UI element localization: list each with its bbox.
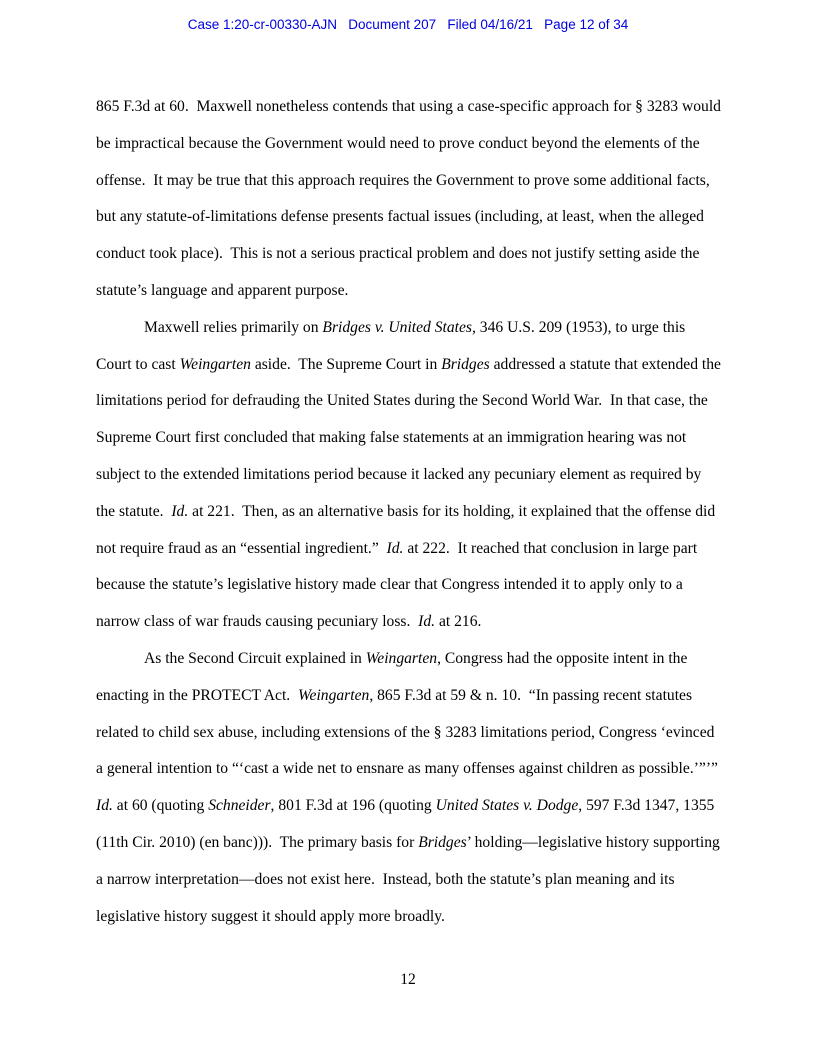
text-run: , 597 F.3d 1347, 1355 (11th Cir. 2010) (en banc))). The primary basis for (96, 797, 719, 851)
text-run: Maxwell relies primarily on (144, 318, 323, 336)
page-number: 12 (400, 971, 416, 988)
italic-text-run: Bridges (418, 833, 467, 851)
italic-text-run: Schneider (208, 797, 271, 815)
text-run: addressed a statute that extended the limitations period for defrauding the United States during the Second World War. In that case, the Supreme Court first concluded that making false statements at an immigration hearing was not subject to the extended limitations period because it lacked any pecuniary element as required by the statute. (96, 355, 725, 520)
text-run: , Congress had the opposite intent in the enacting in the PROTECT Act. (96, 649, 692, 704)
italic-text-run: Weingarten (179, 355, 251, 373)
text-run: at 221. Then, as an alternative basis for its holding, it explained that the offense did not require fraud as an “essential ingredient.” (96, 502, 720, 557)
text-run: As the Second Circuit explained in (144, 649, 366, 667)
text-run: at 216. (435, 613, 482, 631)
italic-text-run: Weingarten (297, 686, 370, 704)
text-run: aside. The Supreme Court in (250, 355, 442, 373)
text-run: at 222. It reached that conclusion in large part because the statute’s legislative history made clear that Congress intended it to apply only to a narrow class of war frauds causing pecuniary loss. (96, 539, 702, 631)
text-run: ’ holding—legislative history supporting a narrow interpretation—does not exist here. Instead, both the statute’s plan meaning and its legislative history suggest it should apply more broadly. (96, 833, 724, 925)
text-run: 346 U.S. 209 (1953), to urge this Court to cast (96, 318, 690, 373)
italic-text-run: Weingarten (365, 649, 438, 667)
italic-text-run: Bridges v. United States, (322, 318, 476, 336)
document-body (96, 89, 726, 935)
paragraph (96, 89, 723, 310)
case-stamp: Case 1:20-cr-00330-AJN Document 207 Filed 04/16/21 Page 12 of 34 (187, 17, 629, 32)
italic-text-run: Id. (418, 613, 436, 631)
paragraph (96, 641, 726, 935)
italic-text-run: Id. (171, 502, 189, 520)
italic-text-run: Id. (386, 539, 404, 557)
italic-text-run: Bridges (441, 355, 490, 373)
paragraph (96, 310, 723, 641)
text-run: at 60 (quoting (112, 797, 209, 815)
text-run: 865 F.3d at 60. Maxwell nonetheless contends that using a case-specific approach for § 3283 would be impractical because the Government would need to prove conduct beyond the elements of the offense. It may be true that this approach requires the Government to prove some additional facts, but any statute-of-limitations defense presents factual issues (including, at least, when the alleged conduct took place). This is not a serious practical problem and does not justify setting aside the statute’s language and apparent purpose. (96, 98, 725, 299)
italic-text-run: United States v. Dodge (435, 797, 579, 815)
text-run: , 865 F.3d at 59 & n. 10. “In passing recent statutes related to child sex abuse, including extensions of the § 3283 limitations period, Congress ‘evinced a general intention to “‘cast a wide net to ensnare as many offenses against children as possible.’”’” (96, 686, 726, 778)
italic-text-run: Id. (96, 797, 113, 815)
text-run: , 801 F.3d at 196 (quoting (270, 797, 436, 815)
